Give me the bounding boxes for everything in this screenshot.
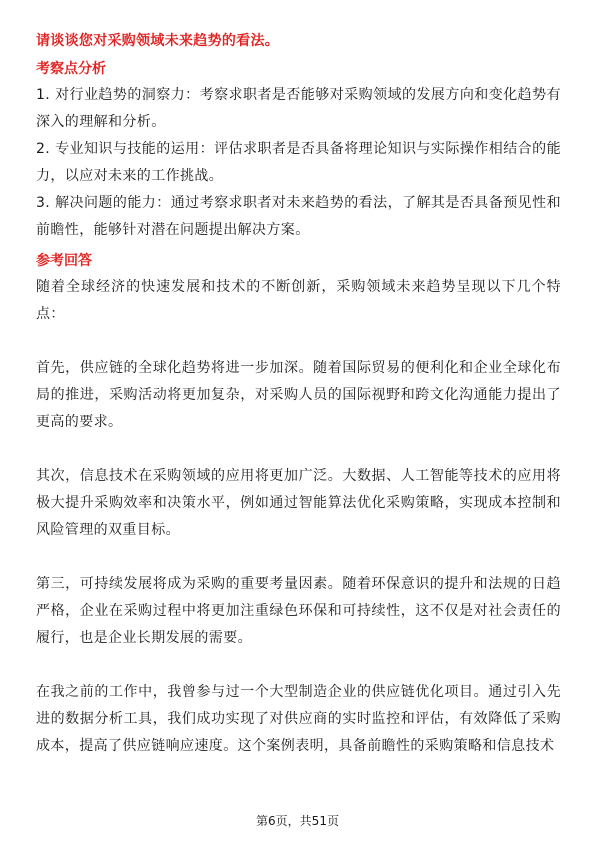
answer-paragraph-third: 第三，可持续发展将成为采购的重要考量因素。随着环保意识的提升和法规的日趋严格，企业在采购过程中将更加注重绿色环保和可持续性，这不仅是对社会责任的履行，也是企业长期发展的需要。 xyxy=(36,576,561,646)
document-page xyxy=(36,30,561,760)
page-number: 第6页，共51页 xyxy=(256,814,339,828)
answer-paragraph-second: 其次，信息技术在采购领域的应用将更加广泛。大数据、人工智能等技术的应用将极大提升采购效率和决策水平，例如通过智能算法优化采购策略，实现成本控制和风险管理的双重目标。 xyxy=(36,468,561,538)
answer-paragraph-first: 首先，供应链的全球化趋势将进一步加深。随着国际贸易的便利化和企业全球化布局的推进，采购活动将更加复杂，对采购人员的国际视野和跨文化沟通能力提出了更高的要求。 xyxy=(36,360,561,430)
answer-paragraph-example: 在我之前的工作中，我曾参与过一个大型制造企业的供应链优化项目。通过引入先进的数据分析工具，我们成功实现了对供应商的实时监控和评估，有效降低了采购成本，提高了供应链响应速度。这个案例表明，具备前瞻性的采购策略和信息技术 xyxy=(36,684,561,754)
answer-section-title: 参考回答 xyxy=(36,253,92,269)
analysis-item-3: 3. 解决问题的能力：通过考察求职者对未来趋势的看法，了解其是否具备预见性和前瞻性，能够针对潜在问题提出解决方案。 xyxy=(36,195,561,238)
analysis-item-2: 2. 专业知识与技能的运用：评估求职者是否具备将理论知识与实际操作相结合的能力，以应对未来的工作挑战。 xyxy=(36,141,561,184)
analysis-item-1: 1. 对行业趋势的洞察力：考察求职者是否能够对采购领域的发展方向和变化趋势有深入的理解和分析。 xyxy=(36,87,561,130)
question-heading: 请谈谈您对采购领域未来趋势的看法。 xyxy=(36,33,280,49)
answer-intro: 随着全球经济的快速发展和技术的不断创新，采购领域未来趋势呈现以下几个特点： xyxy=(36,279,561,322)
analysis-section-title: 考察点分析 xyxy=(36,61,106,77)
